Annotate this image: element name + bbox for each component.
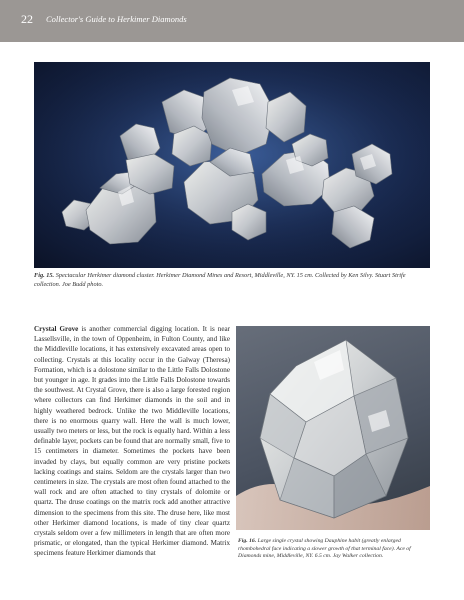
article-lead: Crystal Grove	[34, 325, 79, 333]
figure-16-label: Fig. 16.	[238, 538, 257, 544]
page-header	[0, 0, 464, 42]
figure-15-label: Fig. 15.	[34, 272, 55, 279]
figure-15-text: Spectacular Herkimer diamond cluster. Herkimer Diamond Mines and Resort, Middleville, NY. 15 cm. Collected by Ken Silvy. Stuart Strife collection. Joe Budd photo.	[34, 272, 406, 288]
single-crystal-illustration	[236, 326, 430, 530]
crystal-cluster-photo	[34, 62, 430, 268]
page-number: 22	[21, 12, 33, 26]
figure-16-text: Large single crystal showing Dauphine habit (greatly enlarged rhombohedral face indicating a slower growth of that terminal face). Ace of Diamonds mine, Middleville, NY. 6.5 cm. Jay Walker collection.	[238, 538, 411, 560]
figure-16-caption	[238, 538, 430, 561]
figure-15-caption	[34, 272, 430, 289]
running-title: Collector's Guide to Herkimer Diamonds	[46, 14, 187, 24]
article-paragraph: is another commercial digging location. It is near Lassellsville, in the town of Oppenheim, in Fulton County, and like the Middleville locations, it has extensively excavated areas open to collecting. Crystals at this locality occur in the Galway (Theresa) Formation, which is a dolostone similar to the Little Falls Dolostone but younger in age. It grades into the Little Falls Dolostone towards the southwest. At Crystal Grove, there is also a large forested region where collectors can find Herkimer diamonds in the soil and in highly weathered bedrock. Unlike the two Middleville locations, there is no enormous quarry wall. Here the wall is much lower, usually two meters or less, but the rock is equally hard. Within a less definable layer, pockets can be found that are normally small, five to 15 centimeters in diameter. Sometimes the pockets have been invaded by clays, but equally common are very pristine pockets lacking coatings and stains. Seldom are the crystals larger than two centimeters in size. The crystals are most often found attached to the wall rock and are often attached to tiny crystals of dolomite or quartz. The druse coatings on the matrix rock add another attractive dimension to the specimens from this site. The druse here, like most other Herkimer diamond locations, is made of tiny clear quartz crystals seldom over a few millimeters in length that are often more prismatic, or elongated, than the typical Herkimer diamond. Matrix specimens feature Herkimer diamonds that	[34, 325, 231, 558]
article-body	[34, 324, 230, 559]
single-crystal-photo	[236, 326, 430, 530]
crystal-cluster-illustration	[34, 62, 430, 268]
